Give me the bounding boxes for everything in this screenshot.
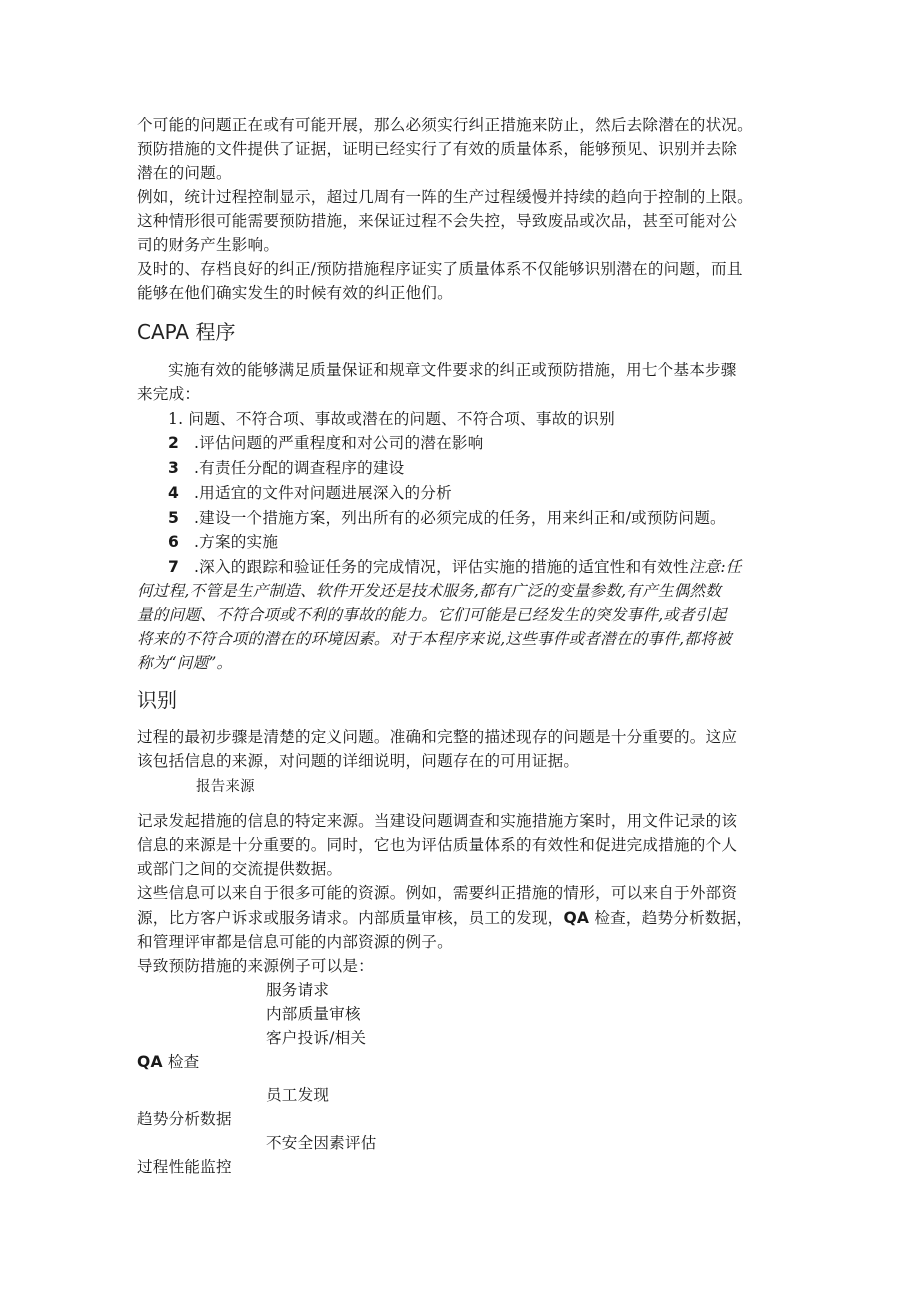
source-item: 不安全因素评估 (266, 1134, 377, 1152)
note-text-line: 何过程,不管是生产制造、软件开发还是技术服务,都有广泛的变量参数,有产生偶然数 (137, 582, 722, 600)
note-text-line: 量的问题、不符合项或不利的事故的能力。它们可能是已经发生的突发事件,或者引起 (137, 606, 727, 624)
body-text-line: 这种情形很可能需要预防措施，来保证过程不会失控，导致废品或次品，甚至可能对公 (137, 212, 738, 230)
body-text-line: 这些信息可以来自于很多可能的资源。例如，需要纠正措施的情形，可以来自于外部资 (137, 884, 738, 902)
qa-bold: QA (137, 1053, 163, 1071)
source-item: 员工发现 (266, 1086, 330, 1104)
step-item-4 (168, 481, 452, 505)
source-item: 服务请求 (266, 981, 330, 999)
step-number: 2 (168, 434, 180, 452)
body-text-line: 导致预防措施的来源例子可以是： (137, 957, 374, 975)
section-heading-capa: CAPA 程序 (137, 320, 236, 344)
source-item: 过程性能监控 (137, 1158, 232, 1176)
body-text-line: 信息的来源是十分重要的。同时，它也为评估质量体系的有效性和促进完成措施的个人 (137, 836, 738, 854)
note-text-line: 将来的不符合项的潜在的环境因素。对于本程序来说,这些事件或者潜在的事件,都将被 (137, 630, 732, 648)
step-number: 5 (168, 509, 180, 527)
body-text-line: 实施有效的能够满足质量保证和规章文件要求的纠正或预防措施，用七个基本步骤 (168, 361, 737, 379)
body-text-line: 预防措施的文件提供了证据，证明已经实行了有效的质量体系，能够预见、识别并去除 (137, 140, 738, 158)
body-text-line: 个可能的问题正在或有可能开展，那么必须实行纠正措施来防止，然后去除潜在的状况。 (137, 116, 753, 134)
qa-bold: QA (563, 909, 590, 927)
body-text-line: 来完成： (137, 385, 201, 403)
source-item: 客户投诉/相关 (266, 1029, 367, 1047)
body-text-line: 或部门之间的交流提供数据。 (137, 860, 343, 878)
step-text: .评估问题的严重程度和对公司的潜在影响 (194, 434, 484, 452)
body-text-line: 记录发起措施的信息的特定来源。当建设问题调查和实施措施方案时，用文件记录的该 (137, 812, 738, 830)
step-text: .用适宜的文件对问题进展深入的分析 (194, 484, 452, 502)
source-item: 内部质量审核 (266, 1005, 361, 1023)
body-text-line: 及时的、存档良好的纠正/预防措施程序证实了质量体系不仅能够识别潜在的问题，而且 (137, 260, 743, 278)
step-item-5 (168, 506, 726, 530)
step-item-1: 1. 问题、不符合项、事故或潜在的问题、不符合项、事故的识别 (168, 410, 615, 428)
body-text-line (137, 906, 752, 930)
subheading-report-source: 报告来源 (196, 779, 255, 795)
body-text-line: 该包括信息的来源，对问题的详细说明，问题存在的可用证据。 (137, 752, 580, 770)
step-item-3 (168, 456, 404, 480)
step-text: .建设一个措施方案，列出所有的必须完成的任务，用来纠正和/或预防问题。 (194, 509, 726, 527)
body-text-line: 例如，统计过程控制显示，超过几周有一阵的生产过程缓慢并持续的趋向于控制的上限。 (137, 188, 753, 206)
text-run: 源，比方客户诉求或服务请求。内部质量审核，员工的发现， (137, 909, 564, 927)
section-heading-identify: 识别 (137, 688, 177, 712)
step-item-6 (168, 530, 278, 554)
step-text: .深入的跟踪和验证任务的完成情况，评估实施的措施的适宜性和有效性 (194, 558, 689, 576)
body-text-line: 过程的最初步骤是清楚的定义问题。准确和完整的描述现存的问题是十分重要的。这应 (137, 728, 738, 746)
body-text-line: 和管理评审都是信息可能的内部资源的例子。 (137, 933, 453, 951)
note-text-line: 称为“问题”。 (137, 654, 233, 672)
step-text: .有责任分配的调查程序的建设 (194, 459, 405, 477)
body-text-line: 潜在的问题。 (137, 164, 232, 182)
step-item-7 (168, 555, 742, 579)
source-item: 趋势分析数据 (137, 1110, 232, 1128)
step-item-2 (168, 431, 483, 455)
step-number: 4 (168, 484, 180, 502)
source-item (137, 1050, 199, 1074)
step-number: 3 (168, 459, 180, 477)
step-number: 7 (168, 558, 180, 576)
step-text: .方案的实施 (194, 533, 279, 551)
text-run: 检查 (162, 1053, 200, 1071)
text-run: 检查，趋势分析数据， (589, 909, 753, 927)
step-number: 6 (168, 533, 180, 551)
body-text-line: 能够在他们确实发生的时候有效的纠正他们。 (137, 284, 453, 302)
note-lead: 注意:任 (688, 558, 742, 576)
body-text-line: 司的财务产生影响。 (137, 236, 280, 254)
